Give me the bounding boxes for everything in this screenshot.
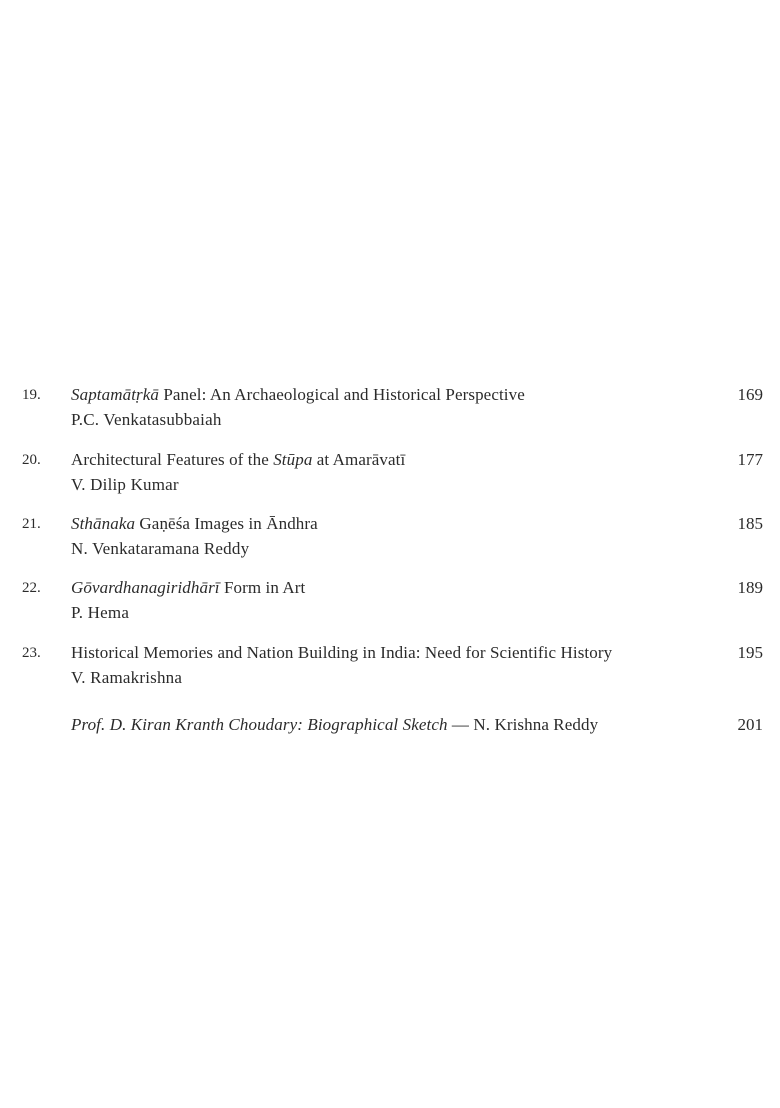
entry-page-number: 169 [737,385,763,404]
entry-author: V. Ramakrishna [71,668,183,687]
entry-title [71,512,318,536]
entry-title [71,383,525,407]
title-part: at Amarāvatī [312,450,406,469]
entry-page-number: 195 [737,643,763,662]
title-italic-part: Sthānaka [71,514,136,533]
entry-number: 23. [22,645,41,661]
entry-title [71,641,612,665]
title-part: Historical Memories and Nation Building in India: Need for Scientific History [71,643,613,662]
title-part: Form in Art [219,578,306,597]
title-part: Architectural Features of the [71,450,274,469]
entry-author: N. Venkataramana Reddy [71,539,250,558]
title-italic-part: Prof. D. Kiran Kranth Choudary: Biographical Sketch [71,715,448,734]
entry-number: 21. [22,516,41,532]
entry-title [71,576,305,600]
entry-page-number: 177 [737,450,763,469]
entry-number: 19. [22,387,41,403]
title-part: — N. Krishna Reddy [447,715,599,734]
entry-author: P. Hema [71,603,130,622]
title-italic-part: Gōvardhanagiridhārī [71,578,220,597]
entry-title [71,448,405,472]
entry-number: 22. [22,580,41,596]
entry-page-number: 185 [737,514,763,533]
title-part: Gaṇēśa Images in Āndhra [135,514,318,533]
entry-page-number: 189 [737,578,763,597]
entry-number: 20. [22,452,41,468]
entry-author: V. Dilip Kumar [71,475,179,494]
entry-author: P.C. Venkatasubbaiah [71,410,222,429]
entry-title [71,713,598,737]
title-part: Panel: An Archaeological and Historical Perspective [158,385,525,404]
title-italic-part: Saptamātṛkā [71,385,159,404]
entry-page-number: 201 [737,715,763,734]
title-italic-part: Stūpa [273,450,313,469]
